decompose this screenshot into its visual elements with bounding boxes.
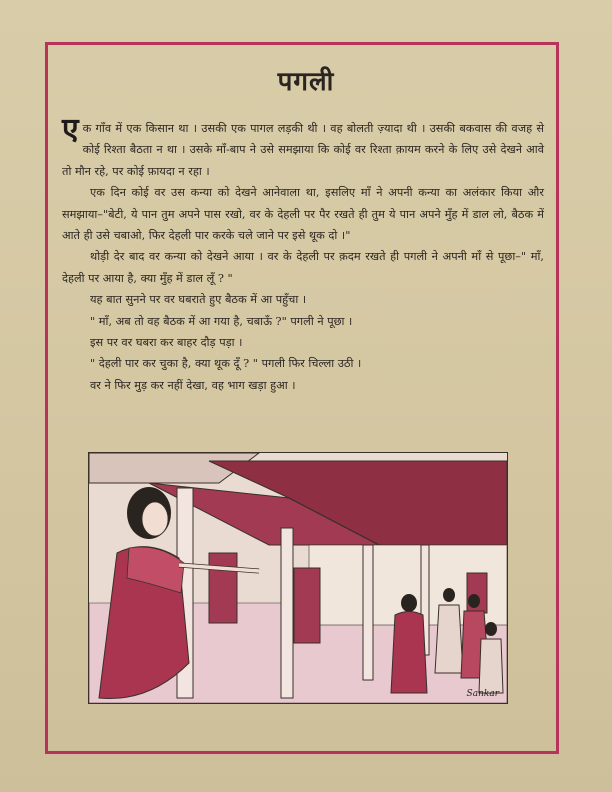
paragraph-7: " देहली पार कर चुका है, क्या थूक दूँ ? " पगली फिर चिल्ला उठी । <box>90 357 362 371</box>
paragraph-3: थोड़ी देर बाद वर कन्या को देखने आया । वर के देहली पर क़दम रखते ही पगली ने अपनी माँ से पूछा–" माँ, देहली पर आया है, क्या मुँह में डाल लूँ ? " <box>62 250 544 285</box>
story-title: पगली <box>277 67 335 97</box>
drop-cap: ए <box>62 112 79 147</box>
paragraph-8: वर ने फिर मुड़ कर नहीं देखा, वह भाग खड़ा हुआ । <box>90 378 296 392</box>
paragraph-6: इस पर वर घबरा कर बाहर दौड़ पड़ा । <box>90 336 243 350</box>
story-body <box>62 112 544 396</box>
illustration-scene <box>89 453 507 703</box>
paragraph-2: एक दिन कोई वर उस कन्या को देखने आनेवाला था, इसलिए माँ ने अपनी कन्या का अलंकार किया और समझाया–"बेटी, ये पान तुम अपने पास रखो, वर के देहली पर पैर रखते ही तुम ये पान अपने मुँह में डाल लो, बैठक में आते ही उसे चबाओ, फिर देहली पार करके चले जाने पर इसे थूक दो ।" <box>62 186 544 243</box>
paragraph-5: " माँ, अब तो वह बैठक में आ गया है, चबाऊँ ?" पगली ने पूछा । <box>90 314 353 328</box>
story-illustration <box>88 452 508 704</box>
paragraph-1 <box>62 112 544 182</box>
paragraph-4: यह बात सुनने पर वर घबराते हुए बैठक में आ पहुँचा । <box>90 293 307 307</box>
paragraph-1-text: क गाँव में एक किसान था । उसकी एक पागल लड़की थी । वह बोलती ज़्यादा थी । उसकी बकवास की वजह से कोई रिश्ता बैठता न था । उसके माँ-बाप ने उसे समझाया कि कोई वर रिश्ता क़ायम करने के लिए उसे देखने आवे तो मौन रहे, पर कोई फ़ायदा न रहा । <box>62 122 544 178</box>
artist-signature: Sankar <box>466 689 499 699</box>
